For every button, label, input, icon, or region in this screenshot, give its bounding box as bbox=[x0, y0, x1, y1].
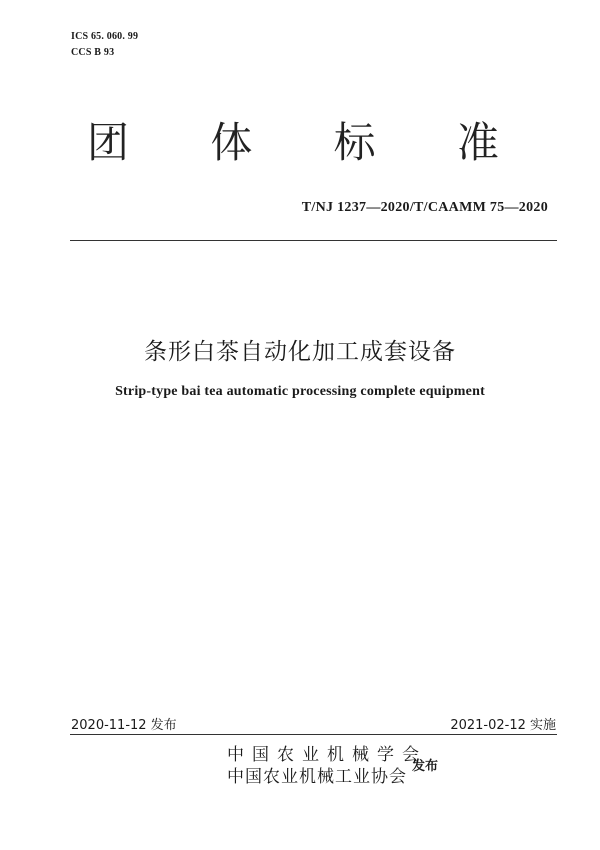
publishing-organizations bbox=[227, 744, 427, 788]
document-title-english: Strip-type bai tea automatic processing complete equipment bbox=[115, 384, 485, 399]
issued-label: 发布 bbox=[412, 759, 439, 774]
standard-number: T/NJ 1237—2020/T/CAAMM 75—2020 bbox=[301, 200, 548, 215]
ccs-code: CCS B 93 bbox=[71, 47, 115, 58]
publisher-org-2: 中国农业机械工业协会 bbox=[227, 767, 407, 787]
publish-date: 2020-11-12 发布 bbox=[71, 718, 177, 733]
bottom-divider bbox=[70, 734, 557, 735]
document-title-chinese: 条形白茶自动化加工成套设备 bbox=[144, 339, 456, 365]
classification-codes bbox=[71, 29, 138, 61]
standard-type-heading: 团 体 标 准 bbox=[86, 118, 534, 167]
implement-date: 2021-02-12 实施 bbox=[450, 718, 556, 733]
top-divider bbox=[70, 240, 557, 241]
ics-code: ICS 65. 060. 99 bbox=[71, 31, 139, 42]
publisher-org-1: 中国农业机械学会 bbox=[227, 745, 427, 765]
